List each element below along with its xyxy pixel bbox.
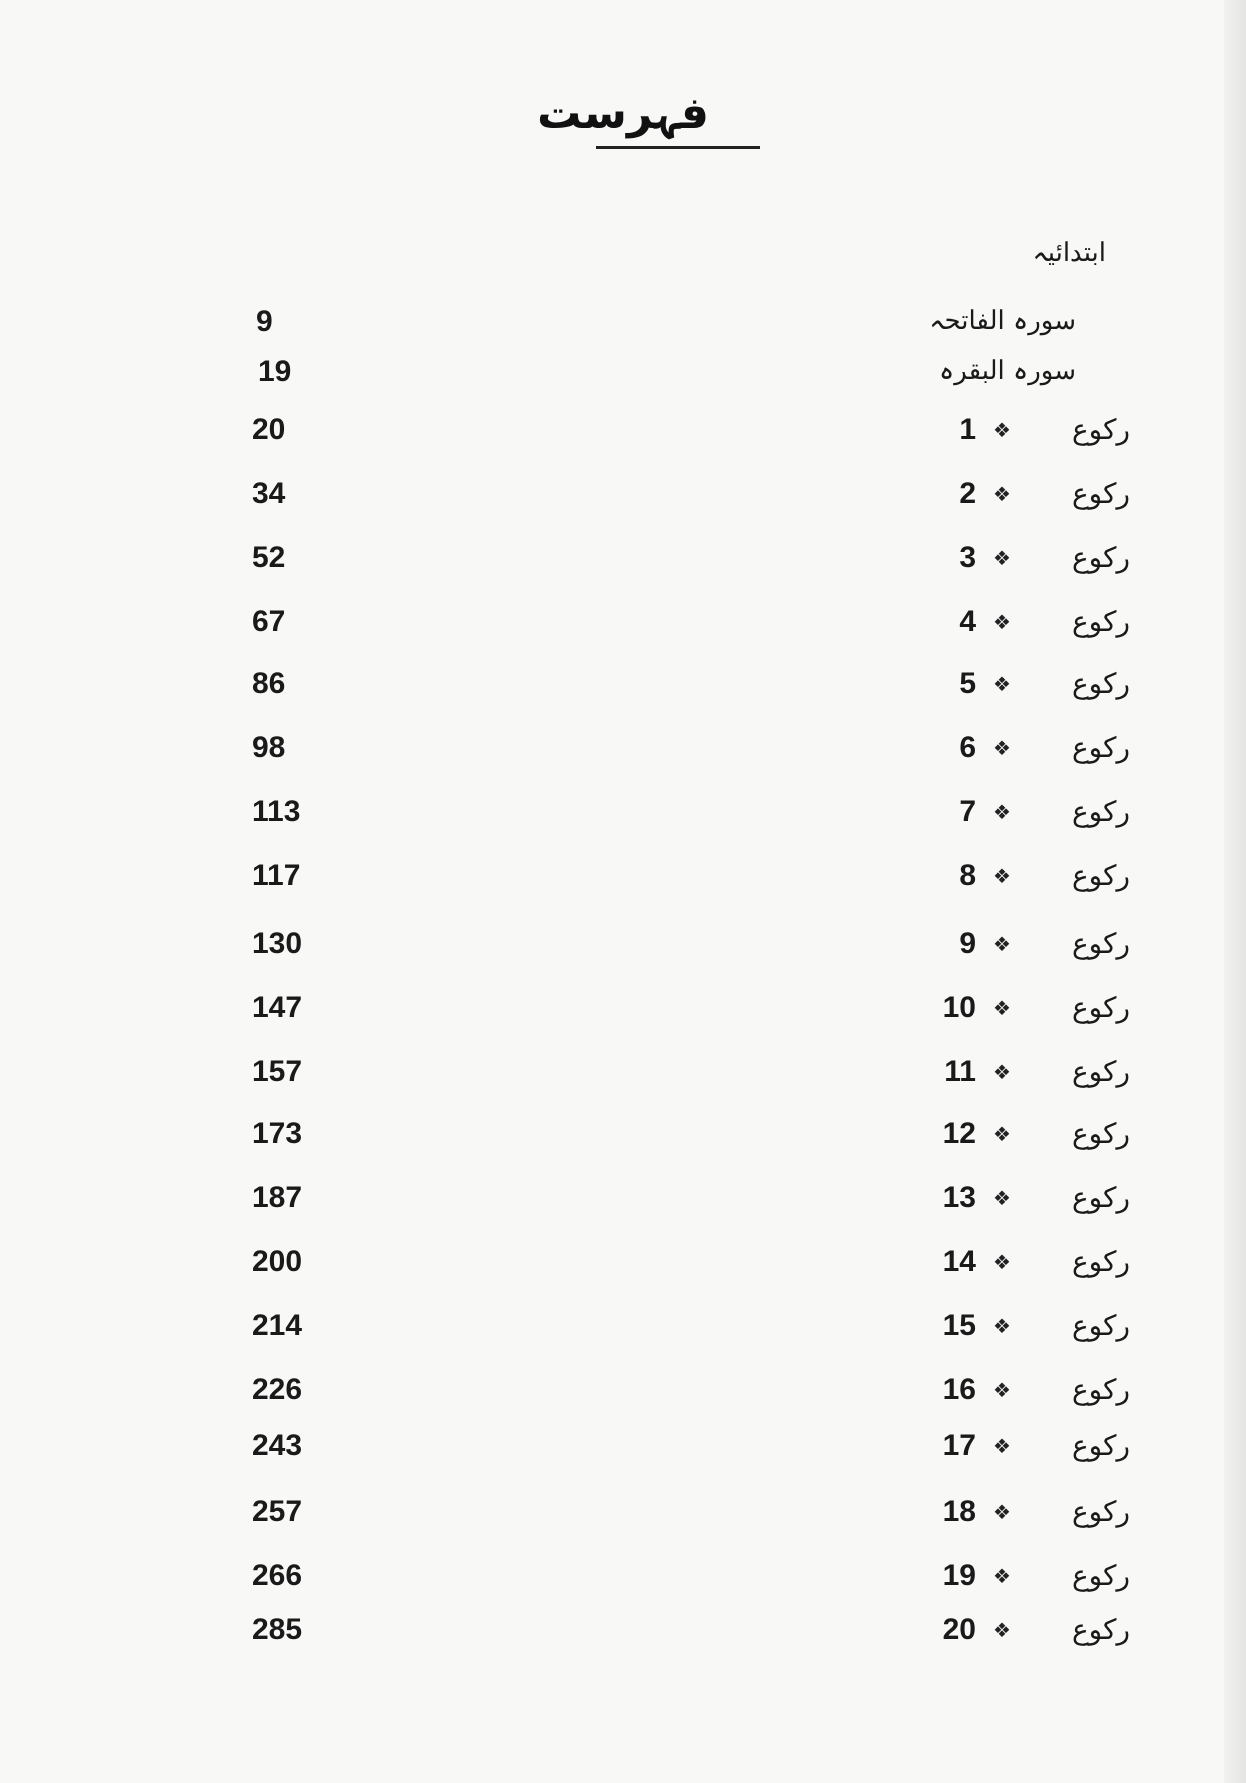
ruku-label: رکوع — [1071, 1055, 1130, 1088]
ruku-page-number: 214 — [252, 1309, 303, 1342]
ruku-label: رکوع — [1071, 477, 1130, 510]
ruku-label: رکوع — [1071, 1245, 1130, 1278]
ruku-row — [0, 474, 1246, 514]
ruku-row — [0, 988, 1246, 1028]
ruku-label: رکوع — [1071, 1181, 1130, 1214]
ruku-label: رکوع — [1071, 413, 1130, 446]
ruku-number: 9 — [959, 927, 976, 960]
diamond-bullet-icon: ❖ — [993, 932, 1011, 956]
ruku-number: 14 — [942, 1245, 976, 1278]
ruku-label: رکوع — [1071, 1117, 1130, 1150]
ruku-page-number: 130 — [252, 927, 303, 960]
ruku-page-number: 147 — [252, 991, 303, 1024]
ruku-label: رکوع — [1071, 927, 1130, 960]
ruku-row — [0, 1114, 1246, 1154]
ruku-row — [0, 728, 1246, 768]
ruku-row — [0, 1306, 1246, 1346]
ruku-row — [0, 1178, 1246, 1218]
ruku-label: رکوع — [1071, 541, 1130, 574]
ruku-page-number: 34 — [252, 477, 286, 510]
page-title: فہرست — [537, 88, 709, 139]
ruku-page-number: 243 — [252, 1429, 303, 1462]
diamond-bullet-icon: ❖ — [993, 1314, 1011, 1338]
section-label: سورہ الفاتحہ — [929, 306, 1076, 336]
ruku-label: رکوع — [1071, 1309, 1130, 1342]
ruku-page-number: 226 — [252, 1373, 303, 1406]
ruku-number: 18 — [942, 1495, 976, 1528]
diamond-bullet-icon: ❖ — [993, 1122, 1011, 1146]
ruku-row — [0, 664, 1246, 704]
ruku-number: 8 — [959, 859, 976, 892]
ruku-label: رکوع — [1071, 991, 1130, 1024]
ruku-label: رکوع — [1071, 1495, 1130, 1528]
title-underline — [596, 146, 760, 149]
ruku-row — [0, 856, 1246, 896]
diamond-bullet-icon: ❖ — [993, 864, 1011, 888]
ruku-row — [0, 1426, 1246, 1466]
ruku-page-number: 200 — [252, 1245, 303, 1278]
ruku-number: 1 — [959, 413, 976, 446]
diamond-bullet-icon: ❖ — [993, 672, 1011, 696]
ruku-page-number: 187 — [252, 1181, 303, 1214]
diamond-bullet-icon: ❖ — [993, 1564, 1011, 1588]
diamond-bullet-icon: ❖ — [993, 996, 1011, 1020]
ruku-number: 11 — [944, 1055, 976, 1088]
ruku-label: رکوع — [1071, 605, 1130, 638]
ruku-row — [0, 924, 1246, 964]
ruku-row — [0, 538, 1246, 578]
ruku-number: 13 — [942, 1181, 976, 1214]
ruku-label: رکوع — [1071, 859, 1130, 892]
ruku-label: رکوع — [1071, 1429, 1130, 1462]
ruku-page-number: 52 — [252, 541, 286, 574]
ruku-label: رکوع — [1071, 795, 1130, 828]
ruku-page-number: 157 — [252, 1055, 303, 1088]
ruku-page-number: 86 — [252, 667, 286, 700]
ruku-label: رکوع — [1071, 1373, 1130, 1406]
diamond-bullet-icon: ❖ — [993, 1250, 1011, 1274]
ruku-page-number: 266 — [252, 1559, 303, 1592]
ruku-number: 16 — [942, 1373, 976, 1406]
ruku-row — [0, 1556, 1246, 1596]
ruku-row — [0, 1052, 1246, 1092]
section-page-number: 19 — [258, 355, 292, 388]
ruku-page-number: 257 — [252, 1495, 303, 1528]
ruku-number: 4 — [959, 605, 976, 638]
ruku-number: 7 — [959, 795, 976, 828]
ruku-label: رکوع — [1071, 1559, 1130, 1592]
ruku-page-number: 117 — [252, 859, 301, 892]
ruku-label: رکوع — [1071, 1613, 1130, 1646]
ruku-number: 2 — [959, 477, 976, 510]
ruku-number: 12 — [942, 1117, 976, 1150]
ruku-page-number: 173 — [252, 1117, 303, 1150]
ruku-number: 20 — [942, 1613, 976, 1646]
diamond-bullet-icon: ❖ — [993, 1434, 1011, 1458]
diamond-bullet-icon: ❖ — [993, 1618, 1011, 1642]
diamond-bullet-icon: ❖ — [993, 1186, 1011, 1210]
ruku-number: 10 — [942, 991, 976, 1024]
diamond-bullet-icon: ❖ — [993, 800, 1011, 824]
ruku-row — [0, 410, 1246, 450]
ruku-number: 15 — [942, 1309, 976, 1342]
ruku-row — [0, 792, 1246, 832]
ruku-row — [0, 1610, 1246, 1650]
ruku-row — [0, 1242, 1246, 1282]
section-row-baqarah — [0, 352, 1246, 392]
diamond-bullet-icon: ❖ — [993, 736, 1011, 760]
diamond-bullet-icon: ❖ — [993, 1378, 1011, 1402]
diamond-bullet-icon: ❖ — [993, 610, 1011, 634]
ruku-page-number: 98 — [252, 731, 286, 764]
diamond-bullet-icon: ❖ — [993, 1500, 1011, 1524]
ruku-number: 19 — [942, 1559, 976, 1592]
ruku-page-number: 113 — [252, 795, 301, 828]
ruku-row — [0, 602, 1246, 642]
ruku-number: 17 — [942, 1429, 976, 1462]
ruku-label: رکوع — [1071, 667, 1130, 700]
section-page-number: 9 — [256, 305, 273, 338]
ruku-number: 6 — [959, 731, 976, 764]
diamond-bullet-icon: ❖ — [993, 418, 1011, 442]
ruku-page-number: 285 — [252, 1613, 303, 1646]
ruku-row — [0, 1370, 1246, 1410]
section-row-fatiha — [0, 302, 1246, 342]
ruku-number: 3 — [959, 541, 976, 574]
diamond-bullet-icon: ❖ — [993, 482, 1011, 506]
section-label: سورہ البقرہ — [939, 356, 1076, 386]
ruku-row — [0, 1492, 1246, 1532]
ruku-label: رکوع — [1071, 731, 1130, 764]
diamond-bullet-icon: ❖ — [993, 546, 1011, 570]
ruku-number: 5 — [959, 667, 976, 700]
diamond-bullet-icon: ❖ — [993, 1060, 1011, 1084]
intro-label: ابتدائیہ — [1032, 238, 1106, 268]
ruku-page-number: 20 — [252, 413, 286, 446]
ruku-page-number: 67 — [252, 605, 286, 638]
